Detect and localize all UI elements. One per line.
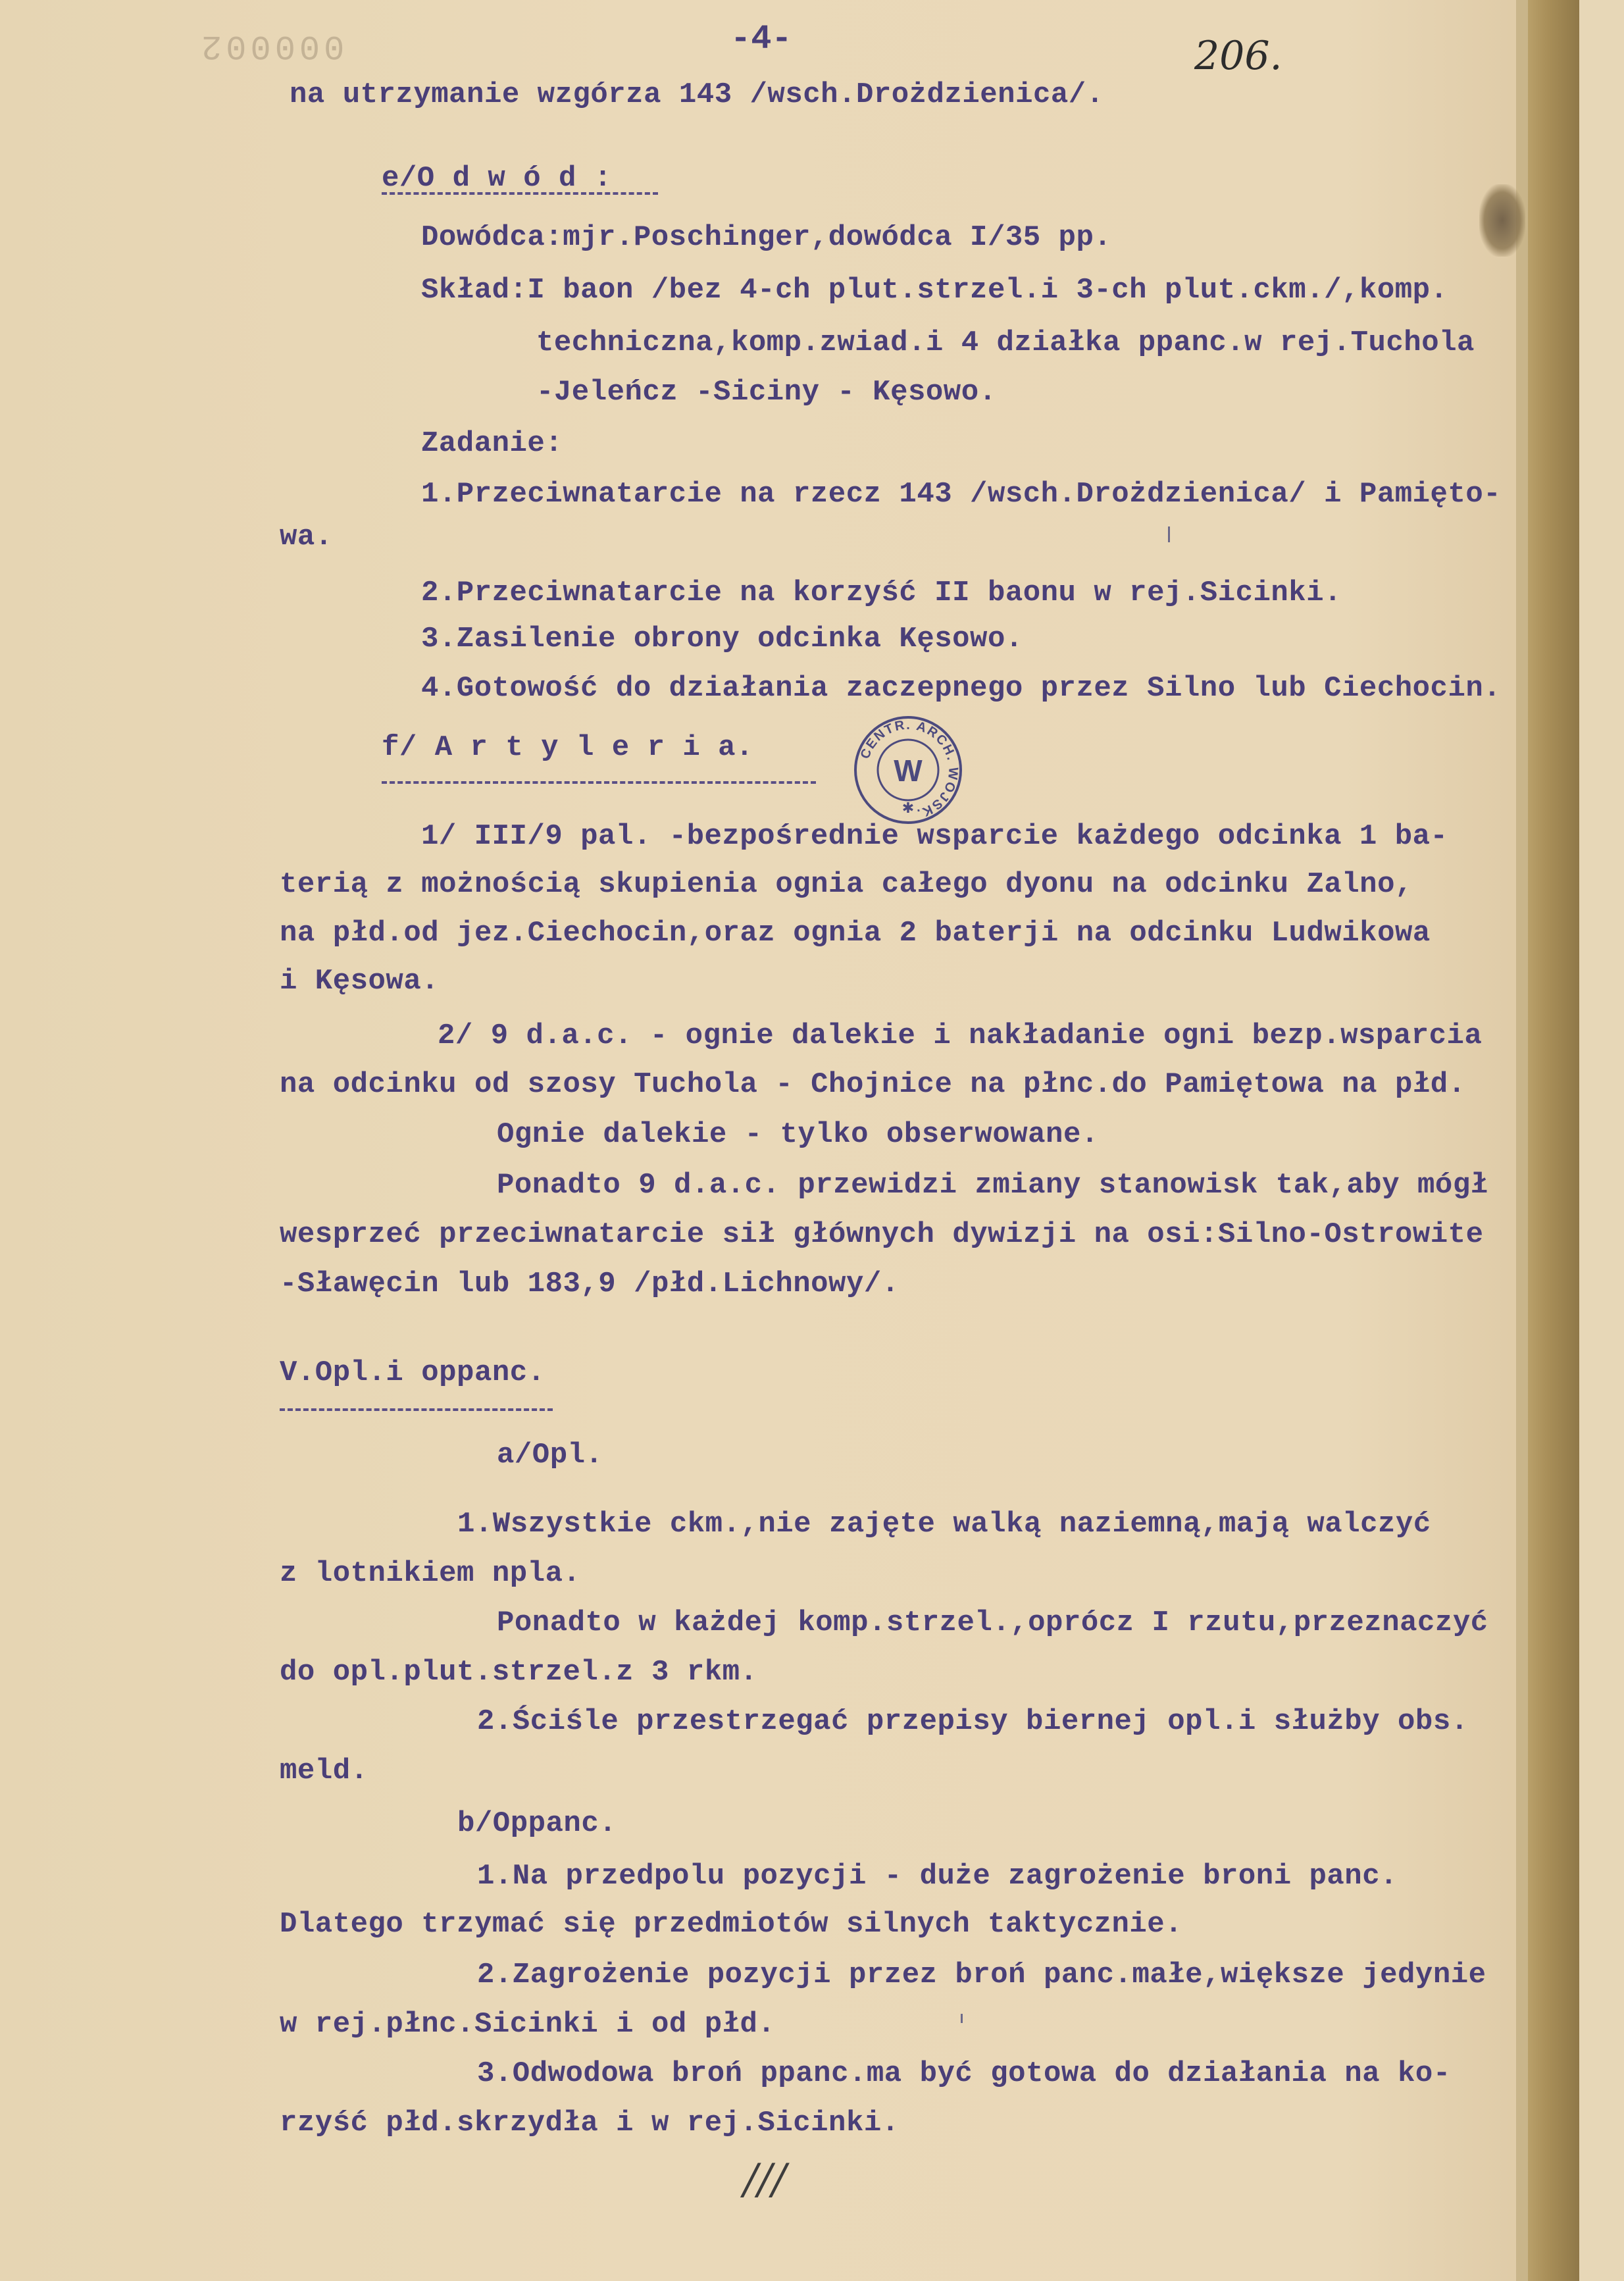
text-line: Dlatego trzymać się przedmiotów silnych taktycznie. xyxy=(280,1908,1183,1941)
binding-tape xyxy=(1528,0,1579,2281)
text-line: meld. xyxy=(280,1755,368,1787)
text-line: techniczna,komp.zwiad.i 4 działka ppanc.w rej.Tuchola xyxy=(536,326,1475,359)
text-line: 2/ 9 d.a.c. - ognie dalekie i nakładanie ogni bezp.wsparcia xyxy=(438,1019,1483,1052)
text-line: -Sławęcin lub 183,9 /płd.Lichnowy/. xyxy=(280,1268,900,1300)
tape-stain xyxy=(1479,184,1525,257)
text-line: -Jeleńcz -Siciny - Kęsowo. xyxy=(536,376,997,409)
text-line: wa. xyxy=(280,521,333,553)
page-edge-strip xyxy=(1516,0,1528,2281)
handwritten-folio: 206. xyxy=(1194,33,1282,79)
hand-tick-mark xyxy=(1168,526,1170,542)
text-line: na odcinku od szosy Tuchola - Chojnice na płnc.do Pamiętowa na płd. xyxy=(280,1068,1466,1101)
text-line: Ognie dalekie - tylko obserwowane. xyxy=(497,1118,1099,1151)
text-line: 1.Wszystkie ckm.,nie zajęte walką naziemną,mają walczyć xyxy=(457,1508,1431,1541)
text-line: do opl.plut.strzel.z 3 rkm. xyxy=(280,1656,758,1689)
text-line: Dowódca:mjr.Poschinger,dowódca I/35 pp. xyxy=(421,221,1112,254)
text-line: e/O d w ó d : xyxy=(382,162,612,195)
svg-text:✱: ✱ xyxy=(901,800,915,816)
stamp-ring-text: CENTR. ARCH. WOJSK. xyxy=(857,717,961,821)
text-line: 1/ III/9 pal. -bezpośrednie wsparcie każdego odcinka 1 ba- xyxy=(421,820,1448,853)
archive-number: 000002 xyxy=(197,26,345,65)
text-line: Ponadto 9 d.a.c. przewidzi zmiany stanowisk tak,aby mógł xyxy=(497,1169,1488,1202)
archive-stamp xyxy=(852,714,964,826)
text-line: na płd.od jez.Ciechocin,oraz ognia 2 baterji na odcinku Ludwikowa xyxy=(280,917,1431,950)
text-line: b/Oppanc. xyxy=(457,1807,617,1840)
text-line: wesprzeć przeciwnatarcie sił głównych dywizji na osi:Silno-Ostrowite xyxy=(280,1218,1484,1251)
text-line: terią z możnością skupienia ognia całego dyonu na odcinku Zalno, xyxy=(280,868,1413,901)
text-line: 2.Przeciwnatarcie na korzyść II baonu w rej.Sicinki. xyxy=(421,577,1342,609)
text-line: Ponadto w każdej komp.strzel.,oprócz I rzutu,przeznaczyć xyxy=(497,1606,1488,1639)
text-line: z lotnikiem npla. xyxy=(280,1557,581,1590)
text-line: f/ A r t y l e r i a. xyxy=(382,731,753,764)
text-line: 1.Przeciwnatarcie na rzecz 143 /wsch.Drożdzienica/ i Pamięto- xyxy=(421,478,1502,511)
text-line: w rej.płnc.Sicinki i od płd. xyxy=(280,2008,776,2041)
text-line: 2.Zagrożenie pozycji przez broń panc.małe,większe jedynie xyxy=(477,1959,1486,1991)
text-line: 1.Na przedpolu pozycji - duże zagrożenie broni panc. xyxy=(477,1860,1398,1893)
footer-mark: /// xyxy=(744,2155,786,2204)
text-line: 2.Ściśle przestrzegać przepisy biernej opl.i służby obs. xyxy=(477,1705,1469,1738)
heading-underline xyxy=(382,781,816,784)
text-line: Skład:I baon /bez 4-ch plut.strzel.i 3-ch plut.ckm./,komp. xyxy=(421,274,1448,307)
text-line: na utrzymanie wzgórza 143 /wsch.Drożdzienica/. xyxy=(290,78,1104,111)
heading-underline xyxy=(280,1408,553,1411)
text-line: Zadanie: xyxy=(421,427,563,460)
text-line: V.Opl.i oppanc. xyxy=(280,1356,546,1389)
page-number: -4- xyxy=(730,20,792,59)
text-line: 4.Gotowość do działania zaczepnego przez Silno lub Ciechocin. xyxy=(421,672,1502,705)
text-line: i Kęsowa. xyxy=(280,965,440,998)
text-line: a/Opl. xyxy=(497,1439,603,1472)
text-line: 3.Zasilenie obrony odcinka Kęsowo. xyxy=(421,623,1023,655)
text-line: rzyść płd.skrzydła i w rej.Sicinki. xyxy=(280,2107,900,2140)
heading-underline xyxy=(382,192,658,195)
stamp-monogram: W xyxy=(894,754,923,788)
text-line: 3.Odwodowa broń ppanc.ma być gotowa do działania na ko- xyxy=(477,2057,1451,2090)
hand-tick-mark xyxy=(961,2014,963,2023)
